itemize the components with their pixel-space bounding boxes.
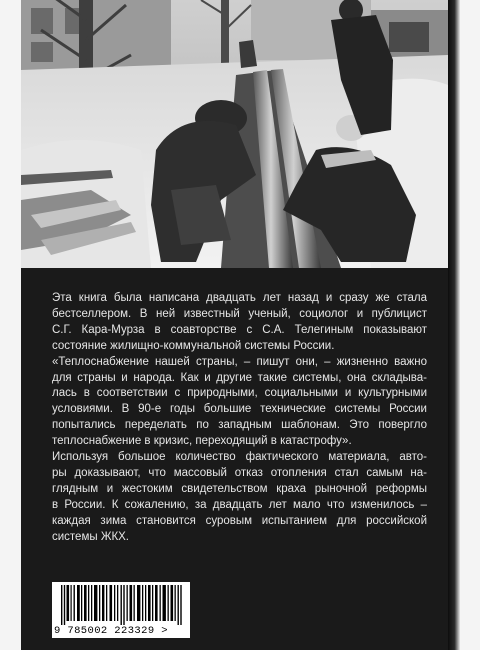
blurb-line: бестселлером. В ней известный ученый, социолог и публицист xyxy=(52,307,427,320)
blurb-line: состояние жилищно-коммунальной системы России. xyxy=(52,339,335,352)
blurb-line: «Теплоснабжение нашей страны, – пишут они, – жизненно важно xyxy=(52,355,427,368)
blurb-line: глядным и жестоким свидетельством краха рыночной реформы xyxy=(52,482,427,495)
blurb-line: каждая зима становится суровым испытанием для российской xyxy=(52,514,427,527)
blurb-line: системы ЖКХ. xyxy=(52,530,130,543)
back-cover xyxy=(21,0,448,650)
cover-photo xyxy=(21,0,448,268)
barcode-graphic xyxy=(61,585,185,625)
spine-edge xyxy=(448,0,460,650)
workers-repairing-heating-pipes-image xyxy=(21,0,448,268)
blurb-line: условиями. В 90-е годы большие технические системы России xyxy=(52,403,427,416)
blurb-line: в России. К сожалению, за двадцать лет мало что изменилось – xyxy=(52,498,427,511)
blurb-line: теплоснабжение в кризис, переходящий в катастрофу». xyxy=(52,435,352,448)
isbn-number: 9 785002 223329 > xyxy=(54,625,168,637)
blurb-line: лась в соответствии с природными, социальными и культурными xyxy=(52,387,427,400)
blurb-line: попытались переделать по западным шаблонам. Это повергло xyxy=(52,419,427,432)
blurb-line: Эта книга была написана двадцать лет назад и сразу же стала xyxy=(52,292,427,304)
blurb-line: С.Г. Кара-Мурза в соавторстве с С.А. Телегиным показывают xyxy=(52,323,427,336)
blurb-text xyxy=(52,291,427,546)
blurb-line: для страны и народа. Как и другие такие системы, она складыва- xyxy=(52,371,427,384)
barcode-bars xyxy=(61,585,185,625)
blurb-line: ры доказывают, что массовый отказ отопления стал самым на- xyxy=(52,466,427,479)
blurb-line: Используя большое количество фактического материала, авто- xyxy=(52,451,427,464)
isbn-barcode xyxy=(52,582,190,638)
